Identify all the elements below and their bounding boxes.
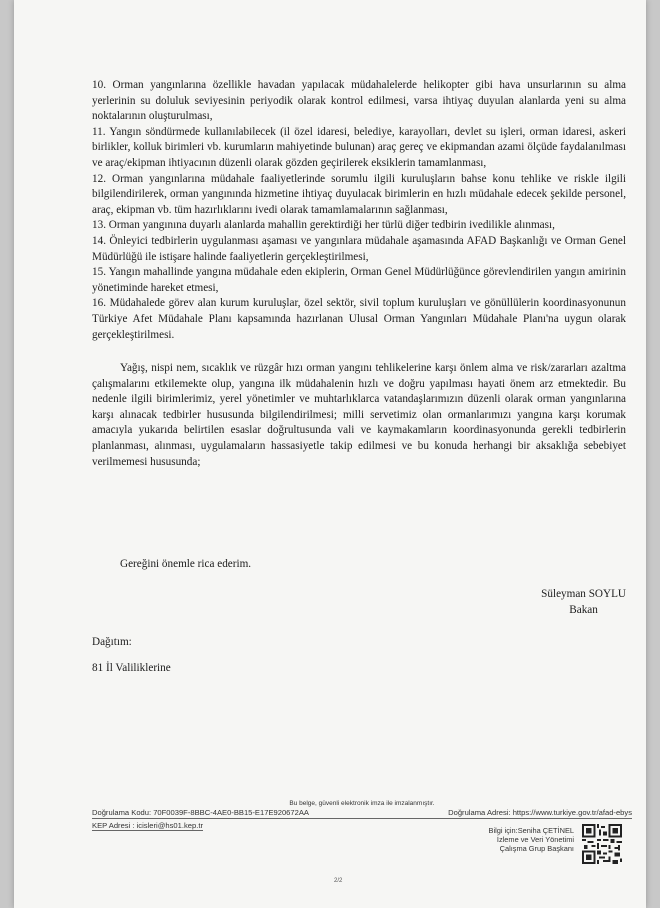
contact-line: İzleme ve Veri Yönetimi	[496, 835, 574, 844]
list-item: 16. Müdahalede görev alan kurum kuruluşlar, özel sektör, sivil toplum kuruluşları ve gönüllülerin koordinasyonunun Türkiye Afet Müdahale Planı kapsamında hazırlanan Ulusal Orman Yangınları Müdahale Planı'na uygun olarak gerçekleştirilmesi.	[92, 297, 626, 341]
main-paragraph: Yağış, nispi nem, sıcaklık ve rüzgâr hızı orman yangını tehlikelerine karşı önlem alma ve risk/zararları azaltma çalışmalarını etkilemekte olup, yangına ilk müdahalenin hızlı ve doğru yapılması hayati önem arz etmektedir. Bu nedenle ilgili birimlerimiz, yerel yönetimler ve muhtarlıklarca vatandaşlarımızın düzenli olarak orman yangınlarına karşı alınacak tedbirler hususunda bilgilendirilmesi; milli servetimiz olan ormanlarımızı yangına karşı korumak amacıyla yukarıda belirtilen esaslar doğrultusunda vali ve kaymakamların koordinasyonunda gerekli tedbirlerin planlanması, alınması, uygulamaların hassasiyetle takip edilmesi ve bu konuda herhangi bir aksaklığa sebebiyet verilmemesi hususunda;	[92, 362, 626, 468]
document-footer	[92, 800, 632, 853]
contact-info	[489, 826, 574, 853]
verification-code: Doğrulama Kodu: 70F0039F-8BBC-4AE0-BB15-E17E920672AA	[92, 808, 309, 817]
list-item: 12. Orman yangınlarına müdahale faaliyetlerinde sorumlu ilgili kuruluşların bahse konu tehlike ve riskle ilgili bilgilendirilerek, orman yangınında hizmetine ihtiyaç duyulacak birimlerin en hızlı müdahale edecek şekilde personel, araç, ekipman vb. tüm hazırlıklarını ivedi olarak tamamlamalarının sağlanması,	[92, 172, 626, 216]
list-item: 14. Önleyici tedbirlerin uygulanması aşaması ve yangınlara müdahale aşamasında AFAD Başkanlığı ve Orman Genel Müdürlüğü ile istişare halinde faaliyetlerin gerçekleştirilmesi,	[92, 234, 626, 263]
verification-address[interactable]: Doğrulama Adresi: https://www.turkiye.gov.tr/afad-ebys	[448, 808, 632, 817]
document-page	[14, 0, 646, 908]
page-number: 2/2	[334, 878, 343, 884]
contact-line: Bilgi için:Seniha ÇETİNEL	[488, 826, 574, 835]
distribution-label: Dağıtım:	[92, 636, 132, 648]
verification-row	[92, 808, 632, 819]
qr-code-icon	[582, 824, 622, 864]
contact-line: Çalışma Grup Başkanı	[499, 844, 574, 853]
signature-block	[541, 586, 626, 618]
signatory-name: Süleyman SOYLU	[541, 588, 626, 600]
list-item: 15. Yangın mahallinde yangına müdahale eden ekiplerin, Orman Genel Müdürlüğünce görevlendirilen yangın amirinin yönetiminde hareket etmesi,	[92, 266, 626, 294]
closing-line: Gereğini önemle rica ederim.	[120, 558, 252, 570]
list-item: 13. Orman yangınına duyarlı alanlarda mahallin gerektirdiği her türlü diğer tedbirin ivedilikle alınması,	[92, 219, 555, 232]
list-item: 11. Yangın söndürmede kullanılabilecek (il özel idaresi, belediye, karayolları, devlet su işleri, orman idaresi, askeri birlikler, kolluk birimleri vb. kurumların mahiyetinde bulunan) araç gereç ve ekipmandan azami ölçüde faydalanılması ve araç/ekipman ihtiyacının düzenli olarak gözden geçirilerek eksiklerin tamamlanması,	[92, 125, 626, 169]
kep-address[interactable]: KEP Adresi : icisleri@hs01.kep.tr	[92, 821, 203, 830]
list-item: 10. Orman yangınlarına özellikle havadan yapılacak müdahalelerde helikopter gibi hava unsurlarının su alma yerlerinin su doluluk seviyesinin periyodik olarak kontrol edilmesi, varsa ihtiyaç duyulan alanlarda yeni su alma noktalarının oluşturulması,	[92, 79, 626, 123]
distribution-recipient: 81 İl Valiliklerine	[92, 662, 171, 674]
distribution-block	[92, 632, 171, 678]
e-signature-notice: Bu belge, güvenli elektronik imza ile imzalanmıştır.	[289, 800, 435, 807]
document-body	[92, 78, 626, 470]
signatory-title: Bakan	[569, 604, 598, 616]
